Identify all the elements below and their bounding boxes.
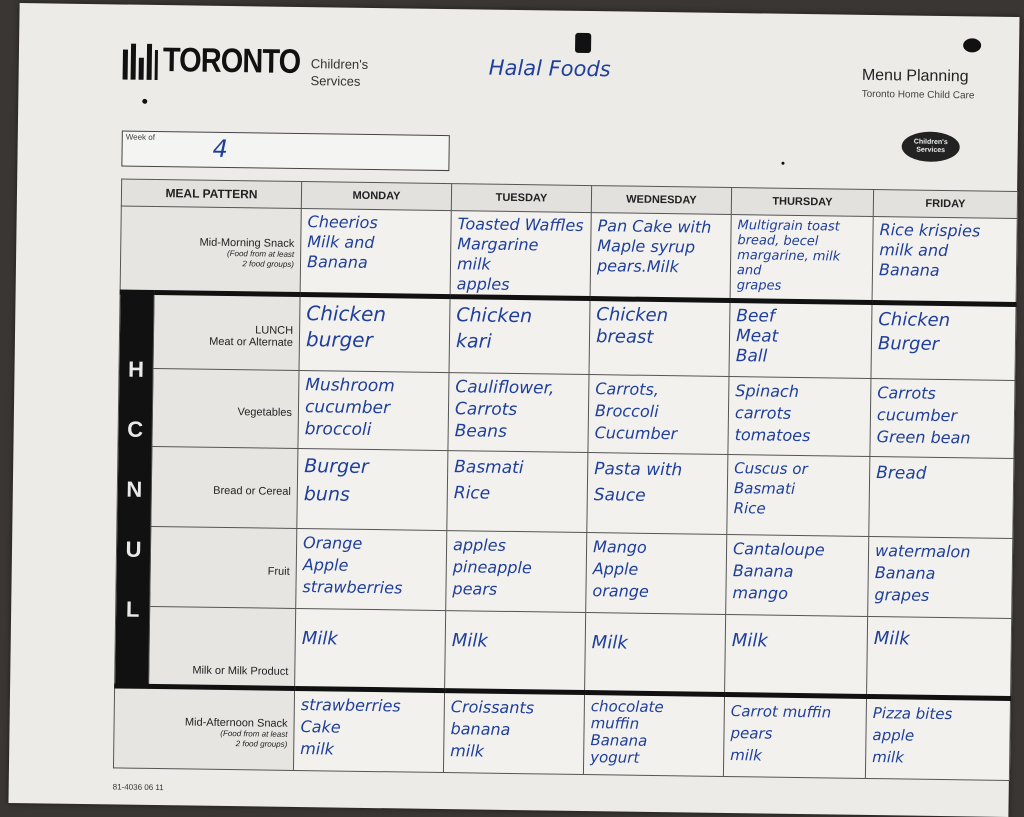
menu-cell: Croissants banana milk bbox=[443, 691, 584, 775]
menu-cell: apples pineapple pears bbox=[446, 531, 587, 613]
department-name: Children's Services bbox=[310, 56, 369, 89]
menu-cell: strawberries Cake milk bbox=[293, 688, 444, 772]
menu-cell: Milk bbox=[867, 616, 1012, 698]
row-label: Mid-Morning Snack (Food from at least 2 food groups) bbox=[120, 206, 301, 295]
table-row bbox=[118, 368, 1015, 459]
col-wednesday: WEDNESDAY bbox=[591, 186, 731, 215]
week-value: 4 bbox=[212, 134, 229, 163]
menu-cell: Carrot muffin pears milk bbox=[723, 694, 866, 778]
menu-cell: Milk bbox=[445, 611, 586, 693]
table-row bbox=[117, 446, 1014, 539]
menu-title bbox=[862, 67, 975, 102]
meal-grid bbox=[113, 178, 1018, 780]
table-row bbox=[119, 292, 1016, 381]
week-field bbox=[121, 130, 449, 171]
row-label: Fruit bbox=[150, 526, 297, 608]
menu-cell: Cantaloupe Banana mango bbox=[726, 534, 869, 616]
hole-punch-mark bbox=[575, 33, 591, 53]
menu-sheet bbox=[8, 3, 1019, 817]
menu-cell: Pizza bites apple milk bbox=[865, 696, 1010, 780]
menu-cell: Burger buns bbox=[297, 448, 448, 530]
menu-cell: Pasta with Sauce bbox=[587, 453, 728, 535]
row-label: Vegetables bbox=[152, 368, 299, 448]
menu-cell: Carrots, Broccoli Cucumber bbox=[588, 375, 729, 455]
menu-title-sub: Toronto Home Child Care bbox=[861, 88, 975, 102]
menu-cell: Chicken burger bbox=[299, 295, 450, 373]
week-label: Week of bbox=[125, 132, 156, 142]
toronto-logo bbox=[121, 40, 325, 82]
table-row bbox=[120, 206, 1017, 305]
row-label: Mid-Afternoon Snack (Food from at least 2 food groups) bbox=[113, 686, 294, 771]
col-friday: FRIDAY bbox=[873, 189, 1017, 218]
menu-cell: Toasted Waffles Margarine milk apples bbox=[450, 211, 591, 299]
menu-title-main: Menu Planning bbox=[861, 66, 969, 86]
handwritten-title: Halal Foods bbox=[488, 55, 611, 82]
menu-cell: Cheerios Milk and Banana bbox=[300, 209, 451, 297]
menu-cell: Mango Apple orange bbox=[586, 533, 727, 615]
menu-cell: Cuscus or Basmati Rice bbox=[727, 454, 870, 536]
lunch-band: H C N U L bbox=[115, 292, 154, 686]
logo-wordmark: TORONTO bbox=[162, 41, 301, 81]
menu-cell: Milk bbox=[295, 608, 446, 690]
col-meal-pattern: MEAL PATTERN bbox=[121, 179, 301, 209]
menu-cell: Rice krispies milk and Banana bbox=[872, 216, 1017, 304]
menu-cell: Spinach carrots tomatoes bbox=[728, 376, 871, 456]
menu-cell: Multigrain toast bread, becel margarine, milk and grapes bbox=[730, 215, 873, 303]
menu-cell: Milk bbox=[585, 613, 726, 695]
menu-cell: Milk bbox=[725, 614, 868, 696]
row-label: Bread or Cereal bbox=[151, 446, 298, 528]
menu-cell: Orange Apple strawberries bbox=[296, 528, 447, 610]
row-label: Milk or Milk Product bbox=[149, 606, 296, 688]
menu-cell: Mushroom cucumber broccoli bbox=[298, 370, 449, 450]
menu-cell: Chicken Burger bbox=[871, 302, 1016, 380]
ink-speck bbox=[142, 99, 147, 104]
menu-cell: Bread bbox=[869, 456, 1014, 538]
ink-speck bbox=[963, 38, 981, 52]
menu-cell: watermalon Banana grapes bbox=[868, 536, 1013, 618]
menu-cell: Basmati Rice bbox=[447, 451, 588, 533]
col-monday: MONDAY bbox=[301, 182, 451, 211]
menu-cell: Beef Meat Ball bbox=[729, 301, 872, 379]
menu-cell: Cauliflower, Carrots Beans bbox=[448, 373, 589, 453]
menu-cell: Pan Cake with Maple syrup pears.Milk bbox=[590, 213, 731, 301]
col-tuesday: TUESDAY bbox=[451, 184, 591, 213]
menu-cell: Carrots cucumber Green bean bbox=[870, 378, 1015, 458]
city-hall-icon bbox=[121, 41, 160, 80]
form-code: 81-4036 06 11 bbox=[112, 782, 164, 793]
table-row bbox=[113, 686, 1010, 781]
table-row bbox=[116, 526, 1013, 619]
table-row bbox=[115, 606, 1012, 699]
ink-speck bbox=[781, 162, 784, 165]
row-label: LUNCH Meat or Alternate bbox=[153, 292, 300, 370]
menu-cell: Chicken breast bbox=[589, 299, 730, 377]
childrens-services-seal: Children's Services bbox=[902, 131, 960, 162]
col-thursday: THURSDAY bbox=[731, 188, 873, 217]
menu-cell: Chicken kari bbox=[449, 297, 590, 375]
menu-cell: chocolate muffin Banana yogurt bbox=[583, 693, 724, 777]
